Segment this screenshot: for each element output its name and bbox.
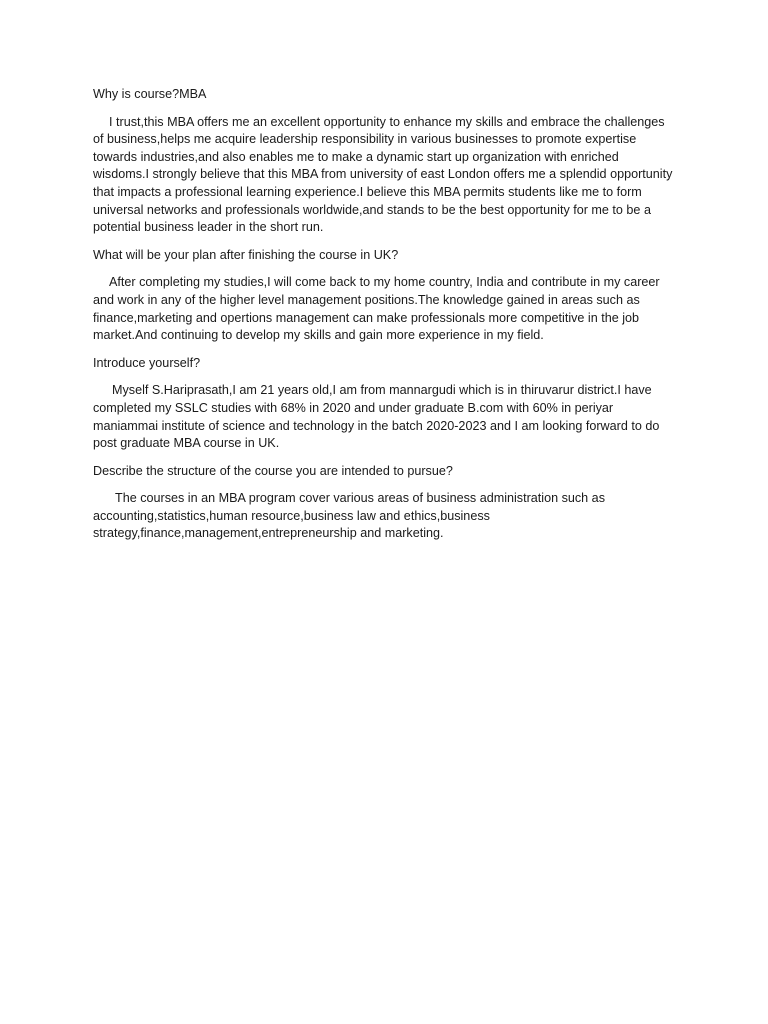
answer-introduce-yourself: Myself S.Hariprasath,I am 21 years old,I am from mannargudi which is in thiruvarur district.I have completed my SSLC studies with 68% in 2020 and under graduate B.com with 60% in periyar maniammai institute of science and technology in the batch 2020-2023 and I am looking forward to do post graduate MBA course in UK. (93, 383, 660, 451)
answer-course-structure: The courses in an MBA program cover various areas of business administration such as accounting,statistics,human resource,business law and ethics,business strategy,finance,management,entrepreneurship and marketing. (93, 491, 605, 541)
question-why-course: Why is course?MBA (93, 87, 207, 101)
question-introduce-yourself: Introduce yourself? (93, 355, 201, 370)
document-page (93, 86, 675, 553)
question-course-structure: Describe the structure of the course you are intended to pursue? (93, 463, 453, 478)
answer-plan-after-course: After completing my studies,I will come back to my home country, India and contribute in my career and work in any of the higher level management positions.The knowledge gained in areas such as finance,marketing and opertions management can make professionals more competitive in the job market.And continuing to develop my skills and gain more experience in my field. (93, 275, 660, 343)
answer-why-course: I trust,this MBA offers me an excellent opportunity to enhance my skills and embrace the challenges of business,helps me acquire leadership responsibility in various businesses to promote expertise towards industries,and also enables me to make a dynamic start up organization with enriched wisdoms.I strongly believe that this MBA from university of east London offers me a splendid opportunity that impacts a professional learning experience.I believe this MBA permits students like me to form universal networks and professionals worldwide,and stands to be the best opportunity for me to be a potential business leader in the short run. (93, 114, 673, 235)
question-plan-after-course: What will be your plan after finishing the course in UK? (93, 247, 399, 262)
